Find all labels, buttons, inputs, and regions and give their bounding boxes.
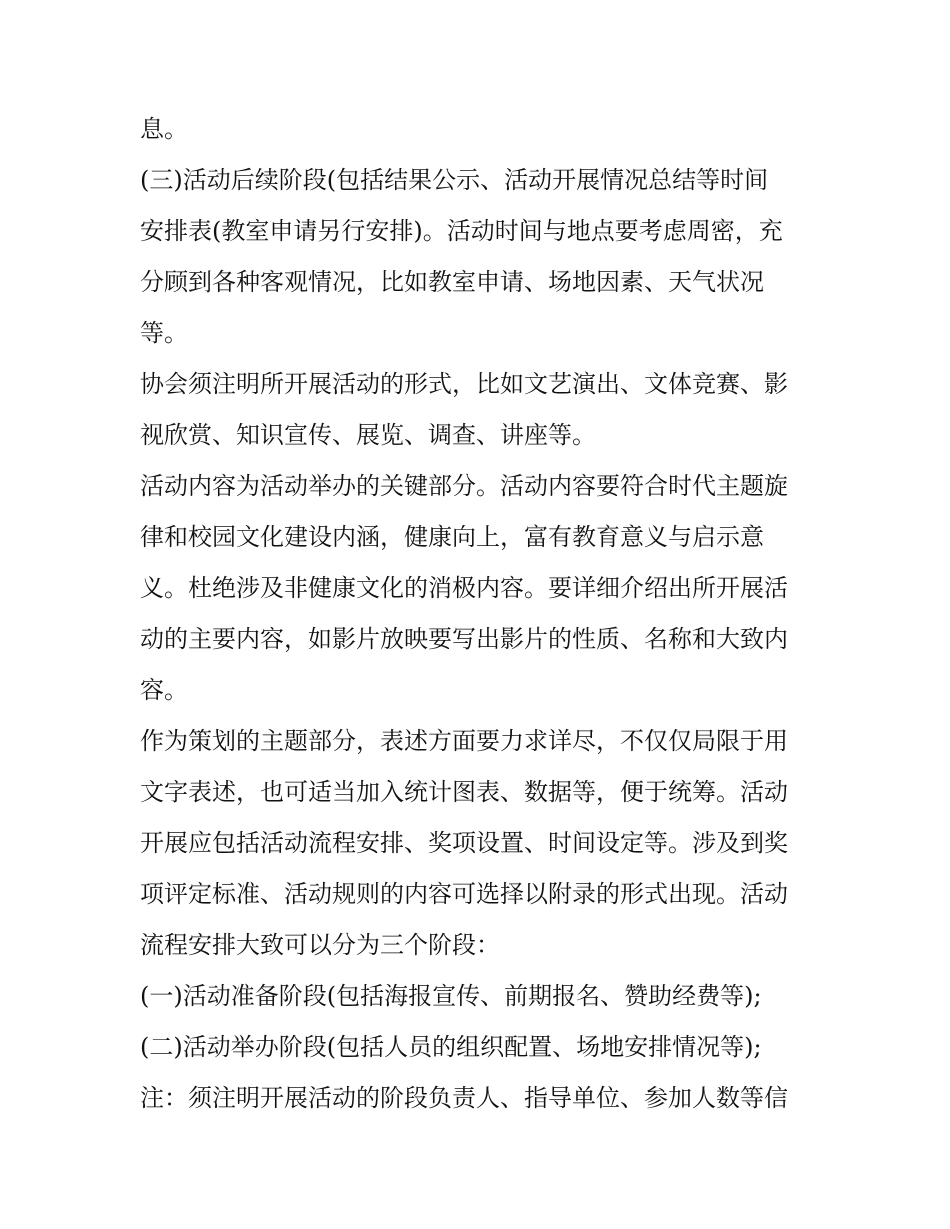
text-line: 安排表(教室申请另行安排)。活动时间与地点要考虑周密，充	[140, 217, 783, 245]
text-line: 活动内容为活动举办的关键部分。活动内容要符合时代主题旋	[140, 472, 788, 500]
document-body	[140, 104, 820, 1124]
text-line: 项评定标准、活动规则的内容可选择以附录的形式出现。活动	[140, 880, 788, 908]
text-line: 容。	[140, 676, 188, 704]
text-line: 等。	[140, 319, 188, 347]
text-line: 息。	[140, 115, 188, 143]
text-line: 律和校园文化建设内涵，健康向上，富有教育意义与启示意	[140, 523, 764, 551]
text-line: 作为策划的主题部分，表述方面要力求详尽，不仅仅局限于用	[140, 727, 788, 755]
text-line: 注：须注明开展活动的阶段负责人、指导单位、参加人数等信	[140, 1084, 788, 1112]
text-line: (二)活动举办阶段(包括人员的组织配置、场地安排情况等);	[140, 1033, 762, 1061]
text-line: (一)活动准备阶段(包括海报宣传、前期报名、赞助经费等);	[140, 982, 762, 1010]
text-line: 分顾到各种客观情况，比如教室申请、场地因素、天气状况	[140, 268, 764, 296]
text-line: 文字表述，也可适当加入统计图表、数据等，便于统筹。活动	[140, 778, 788, 806]
text-line: (三)活动后续阶段(包括结果公示、活动开展情况总结等时间	[140, 166, 769, 194]
text-line: 协会须注明所开展活动的形式，比如文艺演出、文体竞赛、影	[140, 370, 788, 398]
text-line: 开展应包括活动流程安排、奖项设置、时间设定等。涉及到奖	[140, 829, 788, 857]
text-line: 视欣赏、知识宣传、展览、调查、讲座等。	[140, 421, 596, 449]
text-line: 动的主要内容，如影片放映要写出影片的性质、名称和大致内	[140, 625, 788, 653]
text-line: 义。杜绝涉及非健康文化的消极内容。要详细介绍出所开展活	[140, 574, 788, 602]
text-line: 流程安排大致可以分为三个阶段：	[140, 931, 500, 959]
